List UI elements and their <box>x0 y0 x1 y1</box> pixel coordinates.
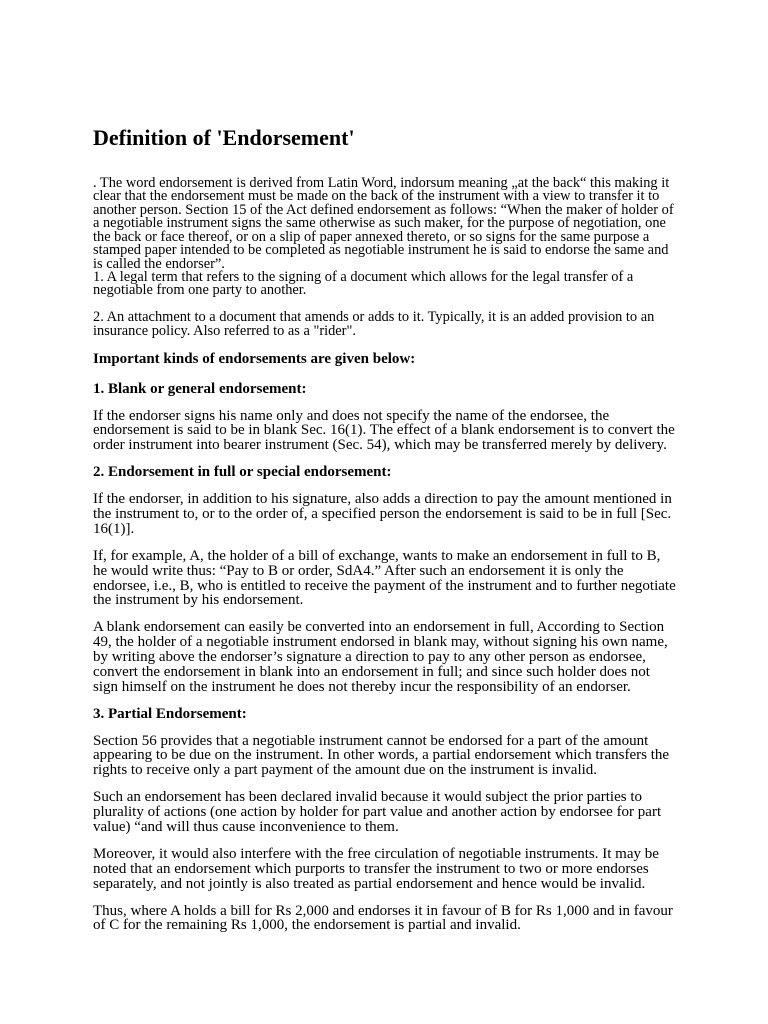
paragraph-line: endorsement is said to be in blank Sec. 16(1). The effect of a blank endorsement is to convert the <box>93 422 675 439</box>
paragraph-line: plurality of actions (one action by holder for part value and another action by endorsee for part <box>93 804 662 821</box>
paragraph-line: appearing to be due on the instrument. In other words, a partial endorsement which transfers the <box>93 747 670 764</box>
paragraph <box>93 409 676 453</box>
paragraph-line: negotiable from one party to another. <box>93 282 307 299</box>
endorsement-kinds <box>93 352 676 946</box>
section-heading: 3. Partial Endorsement: <box>93 705 247 722</box>
paragraph-line: order instrument into bearer instrument (Sec. 54), which may be transferred merely by delivery. <box>93 437 667 454</box>
paragraph-line: the instrument by his endorsement. <box>93 592 304 609</box>
intro-paragraph <box>93 174 674 272</box>
definition-2 <box>93 310 654 338</box>
paragraph-line: Moreover, it would also interfere with the free circulation of negotiable instruments. It may be <box>93 845 659 862</box>
section-heading: 2. Endorsement in full or special endorsement: <box>93 464 392 481</box>
paragraph-line: sign himself on the instrument he does not thereby incur the responsibility of an endorser. <box>93 678 631 695</box>
paragraph-line: 2. An attachment to a document that amends or adds to it. Typically, it is an added provision to an <box>93 309 655 325</box>
section-heading: 1. Blank or general endorsement: <box>93 380 307 397</box>
paragraph-line: Section 56 provides that a negotiable instrument cannot be endorsed for a part of the amount <box>93 732 649 749</box>
paragraph-line: A blank endorsement can easily be converted into an endorsement in full, According to Section <box>93 619 665 636</box>
paragraph-line: 1. A legal term that refers to the signing of a document which allows for the legal transfer of a <box>93 268 634 285</box>
paragraph-line: by writing above the endorser’s signature a direction to pay to any other person as endorsee, <box>93 648 646 665</box>
paragraph-line: If the endorser signs his name only and does not specify the name of the endorsee, the <box>93 407 610 424</box>
paragraph-line: Thus, where A holds a bill for Rs 2,000 and endorses it in favour of B for Rs 1,000 and in favour <box>93 902 673 919</box>
paragraph-line: stamped paper intended to be completed as negotiable instrument he is said to endorse the same and <box>93 242 669 259</box>
definition-1 <box>93 268 674 299</box>
paragraph-line: noted that an endorsement which purports to transfer the instrument to two or more endorses <box>93 860 649 877</box>
paragraph-line: clear that the endorsement must be made on the back of the instrument with a view to transfer it to <box>93 188 660 205</box>
kinds-heading: Important kinds of endorsements are given below: <box>93 350 416 367</box>
paragraph <box>93 904 676 934</box>
paragraph-line: separately, and not jointly is also treated as partial endorsement and hence would be invalid. <box>93 875 646 892</box>
paragraph-line: 16(1)]. <box>93 520 135 537</box>
paragraph-line: value) “and will thus cause inconvenience to them. <box>93 818 399 835</box>
paragraph-line: a negotiable instrument signs the same otherwise as such maker, for the purpose of negotiation, one <box>93 215 666 232</box>
paragraph-line: 49, the holder of a negotiable instrument endorsed in blank may, without signing his own name, <box>93 634 668 651</box>
paragraph-line: . The word endorsement is derived from Latin Word, indorsum meaning „at the back“ this making it <box>93 174 670 191</box>
paragraph <box>93 790 676 834</box>
paragraph-line: endorsee, i.e., B, who is entitled to receive the payment of the instrument and to further negotiate <box>93 577 676 594</box>
paragraph-line: If the endorser, in addition to his signature, also adds a direction to pay the amount mentioned in <box>93 491 672 508</box>
paragraph-line: insurance policy. Also referred to as a "rider". <box>93 323 356 339</box>
paragraph <box>93 492 676 536</box>
paragraph <box>93 549 676 608</box>
paragraph-line: another person. Section 15 of the Act defined endorsement as follows: “When the maker of holder of <box>93 201 674 218</box>
paragraph-line: he would write thus: “Pay to B or order, SdA4.” After such an endorsement it is only the <box>93 562 624 579</box>
paragraph-line: Such an endorsement has been declared invalid because it would subject the prior parties to <box>93 789 642 806</box>
paragraph-line: If, for example, A, the holder of a bill of exchange, wants to make an endorsement in full to B, <box>93 547 661 564</box>
paragraph <box>93 847 676 891</box>
paragraph <box>93 734 676 778</box>
intro-section <box>93 174 674 299</box>
paragraph-line: rights to receive only a part payment of the amount due on the instrument is invalid. <box>93 762 598 779</box>
paragraph <box>93 620 676 694</box>
paragraph-line: convert the endorsement in blank into an endorsement in full; and since such holder does not <box>93 663 650 680</box>
page-title: Definition of 'Endorsement' <box>93 125 355 150</box>
paragraph-line: is called the endorser”. <box>93 255 225 272</box>
paragraph-line: the instrument to, or to the order of, a specified person the endorsement is said to be in full [Sec. <box>93 506 672 523</box>
paragraph-line: the back or face thereof, or on a slip of paper annexed thereto, or so signs for the same purpose a <box>93 228 650 245</box>
paragraph-line: of C for the remaining Rs 1,000, the endorsement is partial and invalid. <box>93 917 521 934</box>
